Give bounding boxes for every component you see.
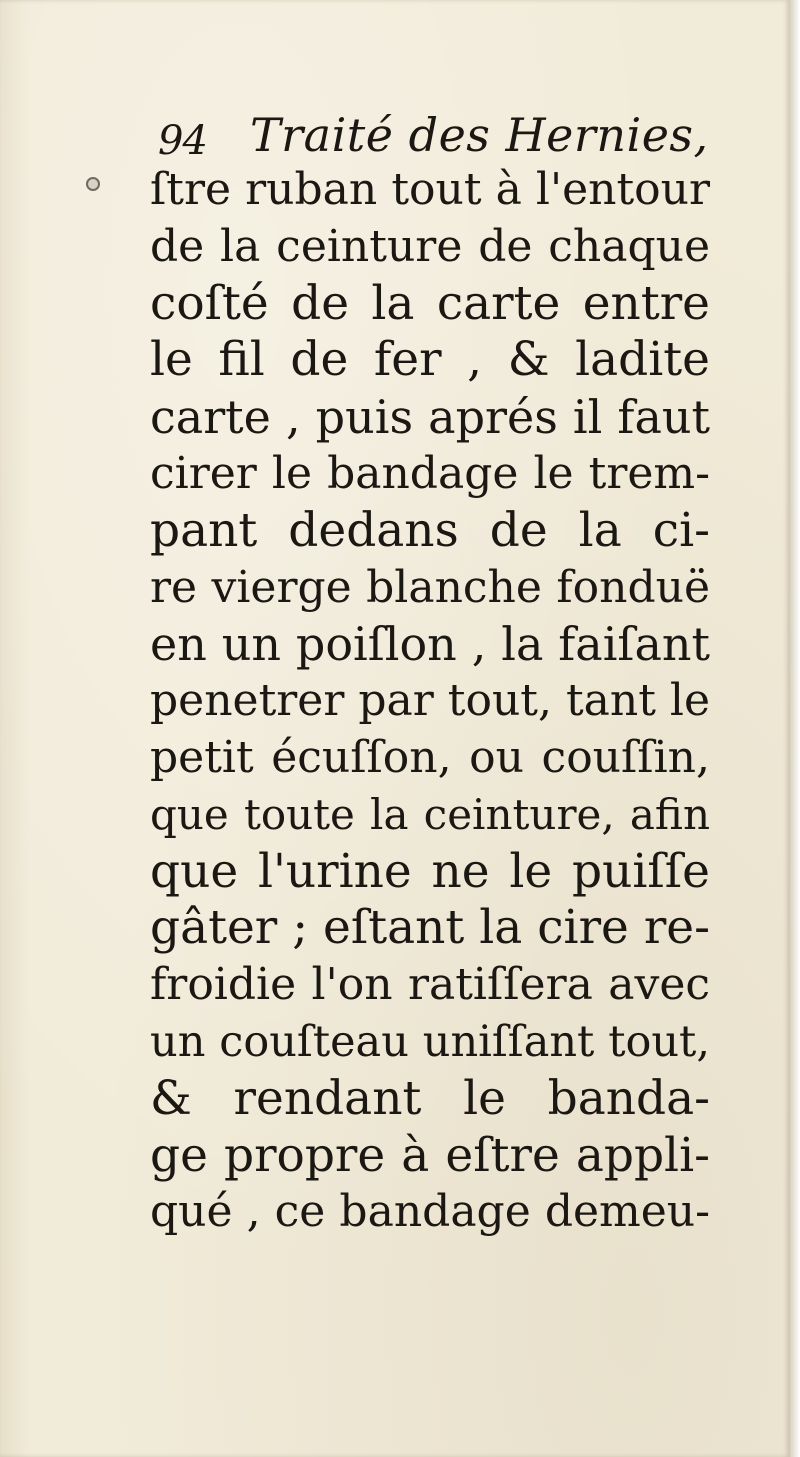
margin-dot-icon	[86, 177, 100, 191]
text-line: re vierge blanche fonduë	[150, 561, 710, 613]
text-line: un couſteau uniſſant tout,	[150, 1016, 710, 1067]
text-line: penetrer par tout, tant le	[150, 675, 710, 727]
text-line: gâter ; eſtant la cire re-	[150, 900, 710, 956]
text-line: froidie l'on ratiſſera avec	[150, 959, 710, 1011]
running-title: Traité des Hernies,	[250, 108, 709, 162]
text-line: pant dedans de la ci-	[150, 502, 710, 558]
text-line: coſté de la carte entre	[150, 275, 710, 331]
text-line: le fil de fer , & ladite	[150, 332, 710, 388]
text-line: en un poiſlon , la faiſant	[150, 617, 710, 672]
body-text	[150, 162, 710, 1241]
text-line: de la ceinture de chaque	[150, 220, 710, 272]
text-line: que l'urine ne le puiſſe	[150, 843, 710, 899]
page-header	[158, 108, 718, 164]
text-line: que toute la ceinture, afin	[150, 789, 710, 839]
text-line: ſtre ruban tout à l'entour	[150, 164, 710, 215]
page-number: 94	[158, 118, 207, 164]
text-line: carte , puis aprés il faut	[150, 390, 710, 445]
text-line: petit écuſſon, ou couſſin,	[150, 731, 710, 783]
text-line: cirer le bandage le trem-	[150, 447, 710, 499]
text-line: ge propre à eſtre appli-	[150, 1127, 710, 1183]
text-line: qué , ce bandage demeu-	[150, 1186, 710, 1238]
text-line: & rendant le banda-	[150, 1070, 710, 1126]
page-edge	[790, 0, 800, 1457]
